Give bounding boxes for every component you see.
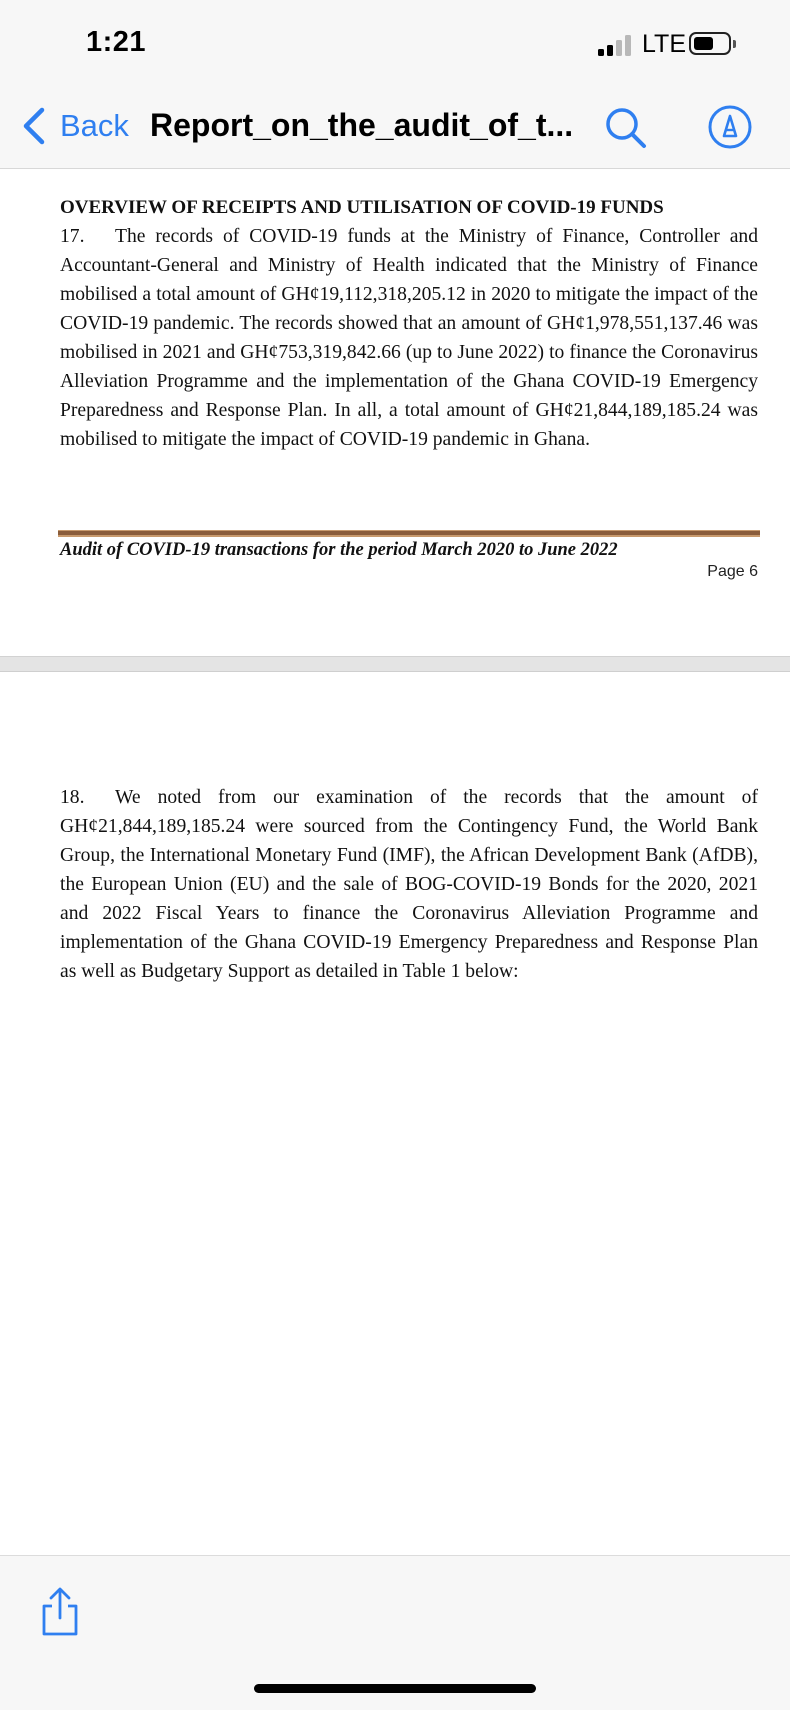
navigation-bar [0,90,790,169]
markup-button[interactable] [707,104,753,150]
document-title: Report_on_the_audit_of_t... [150,107,574,143]
chevron-left-icon [20,106,48,146]
share-button[interactable] [38,1586,82,1638]
page-number: Page 6 [707,563,758,580]
home-indicator[interactable] [254,1684,536,1693]
status-time: 1:21 [86,26,147,58]
share-icon [38,1586,82,1638]
search-button[interactable] [602,104,650,152]
network-label: LTE [642,30,686,58]
section-heading: OVERVIEW OF RECEIPTS AND UTILISATION OF COVID-19 FUNDS [60,197,664,218]
paragraph-number: 18. [60,787,85,808]
paragraph-text: We noted from our examination of the records that the amount of GH¢21,844,189,185.24 were sourced from the Contingency Fund, the World Bank Group, the International Monetary Fund (IMF), the African Development Bank (AfDB), the European Union (EU) and the sale of BOG-COVID-19 Bonds for the 2020, 2021 and 2022 Fiscal Years to finance the Coronavirus Alleviation Programme and implementation of the Ghana COVID-19 Emergency Preparedness and Response Plan as well as Budgetary Support as detailed in Table 1 below: [60,787,758,982]
back-label: Back [60,108,129,143]
page-footer-title: Audit of COVID-19 transactions for the period March 2020 to June 2022 [60,540,618,560]
search-icon [602,104,650,152]
footer-divider [58,530,760,537]
paragraph-text: The records of COVID-19 funds at the Ministry of Finance, Controller and Accountant-General and Ministry of Health indicated that the Ministry of Finance mobilised a total amount of GH¢19,112,318,205.12 in 2020 to mitigate the impact of the COVID-19 pandemic. The records showed that an amount of GH¢1,978,551,137.46 was mobilised in 2021 and GH¢753,319,842.66 (up to June 2022) to finance the Coronavirus Alleviation Programme and the implementation of the Ghana COVID-19 Emergency Preparedness and Response Plan. In all, a total amount of GH¢21,844,189,185.24 was mobilised to mitigate the impact of COVID-19 pandemic in Ghana. [60,226,758,450]
paragraph-17 [60,222,758,454]
page-separator [0,656,790,672]
signal-strength-icon [598,34,632,56]
status-bar [0,0,790,90]
battery-icon [689,32,731,55]
back-button[interactable] [20,104,129,148]
paragraph-18 [60,783,758,986]
paragraph-number: 17. [60,226,85,247]
markup-pen-icon [707,104,753,150]
bottom-toolbar [0,1555,790,1710]
